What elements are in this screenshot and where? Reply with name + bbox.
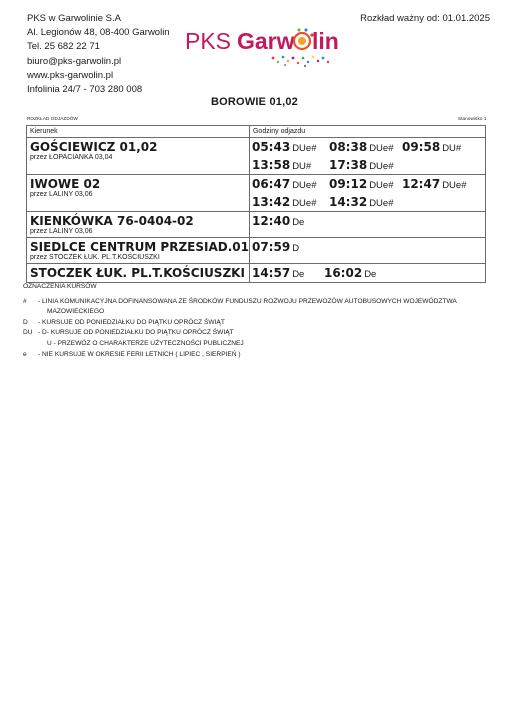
departure-mark: DUe# <box>369 143 394 154</box>
departure-time: 13:58 <box>251 158 291 172</box>
departure-mark: D <box>292 243 300 254</box>
legend-text-cont: U - PRZEWÓZ O CHARAKTERZE UŻYTECZNOŚCI PUBLICZNEJ <box>47 339 244 347</box>
company-website: www.pks-garwolin.pl <box>27 69 114 81</box>
stanowisko-label: Stanowisko 1 <box>458 116 487 121</box>
departure-time: 07:59 <box>251 240 291 254</box>
departure-mark: De <box>292 269 305 280</box>
departure <box>252 212 304 230</box>
departure-time: 14:32 <box>328 195 368 209</box>
legend-text: - D- KURSUJE OD PONIEDZIAŁKU DO PIĄTKU OPRÓCZ ŚWIĄT <box>38 329 234 337</box>
times-line <box>250 264 485 282</box>
departure-mark: DUe# <box>292 198 317 209</box>
company-info <box>27 12 170 97</box>
departure <box>324 264 376 282</box>
table-row <box>27 138 486 175</box>
departure <box>252 175 329 193</box>
departure-time: 09:12 <box>328 177 368 191</box>
direction-via: przez ŁOPACIANKA 03,04 <box>30 154 113 161</box>
legend-symbol: e <box>23 350 27 358</box>
direction-via: przez STOCZEK ŁUK. PL.T.KOŚCIUSZKI <box>30 254 160 261</box>
table-row <box>27 264 486 283</box>
departure-time: 13:42 <box>251 195 291 209</box>
company-address: Al. Legionów 48, 08-400 Garwolin <box>27 27 170 39</box>
departure-time: 06:47 <box>251 177 291 191</box>
header-direction: Kierunek <box>27 126 250 138</box>
logo-text-garw: Garw <box>237 28 295 54</box>
table-row <box>27 212 486 238</box>
direction-cell <box>27 238 250 264</box>
times-cell <box>249 175 485 212</box>
legend-item <box>23 297 457 308</box>
direction-name: IWOWE 02 <box>30 177 101 191</box>
departure-time: 12:47 <box>401 177 441 191</box>
table-row <box>27 238 486 264</box>
company-name: PKS w Garwolinie S.A <box>27 13 121 24</box>
departure-time: 16:02 <box>323 266 363 280</box>
legend-item <box>23 350 457 361</box>
times-line <box>250 138 485 156</box>
direction-name: KIENKÓWKA 76-0404-02 <box>30 214 194 228</box>
departure-mark: DUe# <box>442 180 467 191</box>
departure <box>402 175 467 193</box>
direction-cell <box>27 175 250 212</box>
direction-name: STOCZEK ŁUK. PL.T.KOŚCIUSZKI <box>30 266 245 280</box>
departure <box>402 138 461 156</box>
company-phone: Tel. 25 682 22 71 <box>27 41 100 53</box>
departure-mark: De <box>364 269 377 280</box>
logo-confetti-icon <box>272 56 330 67</box>
departure-mark: DUe# <box>369 161 394 172</box>
legend-symbol: D <box>23 318 28 326</box>
legend-text: - KURSUJE OD PONIEDZIAŁKU DO PIĄTKU OPRÓCZ ŚWIĄT <box>38 318 225 326</box>
departure-mark: DUe# <box>369 198 394 209</box>
departure-time: 14:57 <box>251 266 291 280</box>
departure <box>329 193 394 211</box>
stop-title: BOROWIE 01,02 <box>211 96 298 108</box>
header-times: Godziny odjazdu <box>249 126 485 138</box>
legend-title: OZNACZENIA KURSÓW <box>23 283 97 290</box>
pks-garwolin-logo <box>185 22 365 68</box>
times-cell <box>249 138 485 175</box>
legend <box>23 282 457 360</box>
departure <box>252 193 329 211</box>
timetable <box>26 125 486 283</box>
legend-text: - NIE KURSUJE W OKRESIE FERII LETNICH ( LIPIEC , SIERPIEŃ ) <box>38 350 241 358</box>
departure-mark: DU# <box>292 161 312 172</box>
departure <box>329 156 394 174</box>
direction-name: GOŚCIEWICZ 01,02 <box>30 140 158 154</box>
logo-emblem-icon <box>294 28 314 49</box>
departure-time: 09:58 <box>401 140 441 154</box>
legend-text: - LINIA KOMUNIKACYJNA DOFINANSOWANA ZE ŚRODKÓW FUNDUSZU ROZWOJU PRZEWOZÓW AUTOBUSOWYCH WOJEWÓDZTWA <box>38 297 457 305</box>
departure-time: 08:38 <box>328 140 368 154</box>
times-line <box>250 238 485 256</box>
rozklad-label: ROZKŁAD ODJAZDÓW <box>27 116 78 121</box>
departure <box>252 264 324 282</box>
times-line <box>250 212 485 230</box>
direction-via: przez LALINY 03,06 <box>30 191 93 198</box>
direction-cell <box>27 264 250 283</box>
times-line <box>250 175 485 193</box>
legend-symbol: DU <box>23 329 33 337</box>
direction-cell <box>27 212 250 238</box>
times-cell <box>249 212 485 238</box>
legend-item <box>23 328 457 339</box>
direction-via: przez LALINY 03,06 <box>30 228 93 235</box>
departure <box>252 238 299 256</box>
departure-mark: De <box>292 217 305 228</box>
times-cell <box>249 264 485 283</box>
company-email: biuro@pks-garwolin.pl <box>27 55 122 67</box>
legend-text-cont: MAZOWIECKIEGO <box>47 308 105 316</box>
table-row <box>27 175 486 212</box>
departure <box>329 138 402 156</box>
logo-text-pks: PKS <box>185 28 232 54</box>
departure-mark: DUe# <box>292 143 317 154</box>
departure-mark: DUe# <box>369 180 394 191</box>
times-line <box>250 156 485 174</box>
times-line <box>250 193 485 211</box>
departure-mark: DUe# <box>292 180 317 191</box>
departure-time: 12:40 <box>251 214 291 228</box>
logo-text-lin: lin <box>312 28 339 54</box>
departure-mark: DU# <box>442 143 462 154</box>
direction-cell <box>27 138 250 175</box>
times-cell <box>249 238 485 264</box>
direction-name: SIEDLCE CENTRUM PRZESIAD.01 <box>30 240 249 254</box>
legend-item <box>23 318 457 329</box>
company-infoline: Infolinia 24/7 - 703 280 008 <box>27 84 143 96</box>
validity-date: Rozkład ważny od: 01.01.2025 <box>360 13 490 24</box>
timetable-header <box>27 126 486 138</box>
departure-time: 17:38 <box>328 158 368 172</box>
departure <box>252 138 329 156</box>
legend-symbol: # <box>23 297 27 305</box>
departure-time: 05:43 <box>251 140 291 154</box>
departure <box>252 156 329 174</box>
departure <box>329 175 402 193</box>
